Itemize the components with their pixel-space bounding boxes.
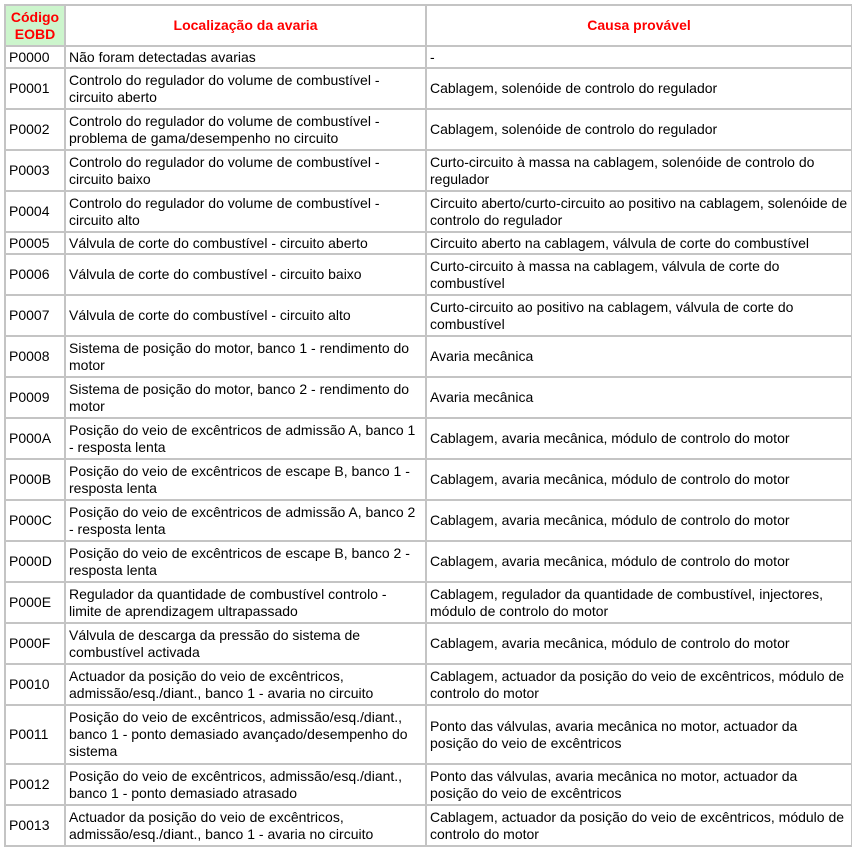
code-cell: P0012 — [6, 765, 66, 806]
table-row — [6, 542, 851, 583]
cause-cell: Cablagem, solenóide de controlo do regulador — [427, 110, 851, 151]
table-row — [6, 624, 851, 665]
table-row — [6, 378, 851, 419]
table-row — [6, 110, 851, 151]
code-cell: P0013 — [6, 806, 66, 845]
table-row — [6, 233, 851, 255]
cause-cell: Avaria mecânica — [427, 337, 851, 378]
table-row — [6, 337, 851, 378]
code-cell: P0001 — [6, 69, 66, 110]
table-row — [6, 765, 851, 806]
table-row — [6, 296, 851, 337]
location-cell: Posição do veio de excêntricos de admissão A, banco 1 - resposta lenta — [66, 419, 427, 460]
table-body — [6, 47, 851, 845]
cause-cell: - — [427, 47, 851, 69]
table-row — [6, 501, 851, 542]
location-cell: Posição do veio de excêntricos de escape B, banco 2 - resposta lenta — [66, 542, 427, 583]
code-cell: P0010 — [6, 665, 66, 706]
cause-cell: Avaria mecânica — [427, 378, 851, 419]
location-cell: Controlo do regulador do volume de combustível - circuito alto — [66, 192, 427, 233]
header-code: Código EOBD — [6, 6, 66, 47]
table-row — [6, 706, 851, 765]
cause-cell: Cablagem, avaria mecânica, módulo de controlo do motor — [427, 460, 851, 501]
cause-cell: Cablagem, actuador da posição do veio de excêntricos, módulo de controlo do motor — [427, 665, 851, 706]
code-cell: P000C — [6, 501, 66, 542]
cause-cell: Curto-circuito ao positivo na cablagem, válvula de corte do combustível — [427, 296, 851, 337]
header-location: Localização da avaria — [66, 6, 427, 47]
location-cell: Posição do veio de excêntricos, admissão/esq./diant., banco 1 - ponto demasiado avançado/desempenho do sistema — [66, 706, 427, 765]
cause-cell: Cablagem, avaria mecânica, módulo de controlo do motor — [427, 501, 851, 542]
location-cell: Válvula de corte do combustível - circuito alto — [66, 296, 427, 337]
location-cell: Actuador da posição do veio de excêntricos, admissão/esq./diant., banco 1 - avaria no circuito — [66, 806, 427, 845]
cause-cell: Cablagem, actuador da posição do veio de excêntricos, módulo de controlo do motor — [430, 808, 845, 842]
code-cell: P0005 — [6, 233, 66, 255]
location-cell: Válvula de corte do combustível - circuito baixo — [66, 255, 427, 296]
code-cell: P0008 — [6, 337, 66, 378]
table-header-row — [6, 6, 851, 47]
cause-cell: Cablagem, avaria mecânica, módulo de controlo do motor — [427, 624, 851, 665]
location-cell: Controlo do regulador do volume de combustível - circuito baixo — [66, 151, 427, 192]
location-cell: Sistema de posição do motor, banco 2 - rendimento do motor — [66, 378, 427, 419]
table-row — [6, 47, 851, 69]
cause-cell: Cablagem, solenóide de controlo do regulador — [427, 69, 851, 110]
code-cell: P0003 — [6, 151, 66, 192]
table-row — [6, 460, 851, 501]
code-cell: P0009 — [6, 378, 66, 419]
table-row — [6, 583, 851, 624]
code-cell: P0002 — [6, 110, 66, 151]
location-cell: Actuador da posição do veio de excêntricos, admissão/esq./diant., banco 1 - avaria no circuito — [66, 665, 427, 706]
cause-cell: Cablagem, regulador da quantidade de combustível, injectores, módulo de controlo do motor — [427, 583, 851, 624]
location-cell: Controlo do regulador do volume de combustível - circuito aberto — [66, 69, 427, 110]
table-row — [6, 255, 851, 296]
code-cell: P000B — [6, 460, 66, 501]
code-cell: P0004 — [6, 192, 66, 233]
table-row — [6, 665, 851, 706]
code-cell: P0007 — [6, 296, 66, 337]
cause-cell: Circuito aberto na cablagem, válvula de corte do combustível — [427, 233, 851, 255]
cause-cell: Ponto das válvulas, avaria mecânica no motor, actuador da posição do veio de excêntricos — [427, 706, 851, 765]
header-cause: Causa provável — [427, 6, 851, 47]
table-row — [6, 69, 851, 110]
table-row — [6, 419, 851, 460]
location-cell: Válvula de corte do combustível - circuito aberto — [66, 233, 427, 255]
eobd-code-table — [4, 4, 852, 847]
location-cell: Regulador da quantidade de combustível controlo - limite de aprendizagem ultrapassado — [66, 583, 427, 624]
table-row — [6, 151, 851, 192]
code-cell: P0006 — [6, 255, 66, 296]
cause-cell: Curto-circuito à massa na cablagem, válvula de corte do combustível — [427, 255, 851, 296]
cause-cell: Curto-circuito à massa na cablagem, solenóide de controlo do regulador — [427, 151, 851, 192]
cause-cell: Ponto das válvulas, avaria mecânica no motor, actuador da posição do veio de excêntricos — [427, 765, 851, 806]
cause-cell: Circuito aberto/curto-circuito ao positivo na cablagem, solenóide de controlo do regulador — [427, 192, 851, 233]
table-row — [6, 192, 851, 233]
location-cell: Válvula de descarga da pressão do sistema de combustível activada — [66, 624, 427, 665]
code-cell: P000F — [6, 624, 66, 665]
cause-cell: Cablagem, avaria mecânica, módulo de controlo do motor — [427, 419, 851, 460]
location-cell: Posição do veio de excêntricos de admissão A, banco 2 - resposta lenta — [66, 501, 427, 542]
code-cell: P0000 — [6, 47, 66, 69]
code-cell: P0011 — [6, 706, 66, 765]
code-cell: P000A — [6, 419, 66, 460]
table-row — [6, 806, 851, 845]
location-cell: Sistema de posição do motor, banco 1 - rendimento do motor — [66, 337, 427, 378]
location-cell: Não foram detectadas avarias — [66, 47, 427, 69]
code-cell: P000E — [6, 583, 66, 624]
location-cell: Controlo do regulador do volume de combustível - problema de gama/desempenho no circuito — [66, 110, 427, 151]
location-cell: Posição do veio de excêntricos, admissão/esq./diant., banco 1 - ponto demasiado atrasado — [66, 765, 427, 806]
code-cell: P000D — [6, 542, 66, 583]
cause-cell: Cablagem, avaria mecânica, módulo de controlo do motor — [427, 542, 851, 583]
location-cell: Posição do veio de excêntricos de escape B, banco 1 - resposta lenta — [66, 460, 427, 501]
